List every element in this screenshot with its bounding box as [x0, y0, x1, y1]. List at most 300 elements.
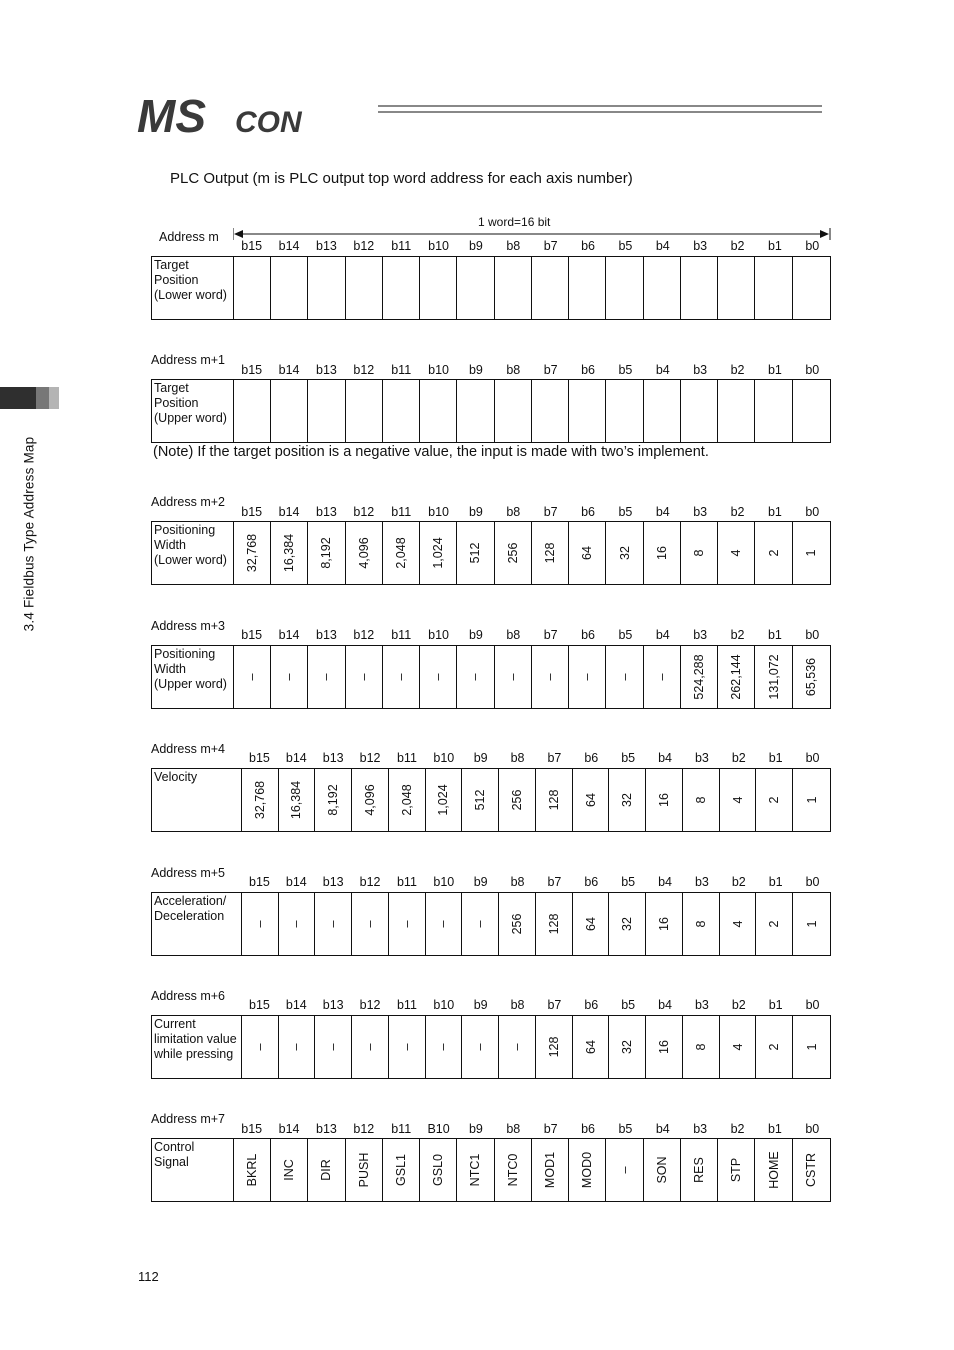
bit-label: b8 — [506, 239, 521, 253]
section-title: PLC Output (m is PLC output top word address for each axis number) — [170, 170, 633, 187]
bit-cell-value: 16 — [654, 546, 669, 560]
address-label: Address m+3 — [151, 619, 225, 633]
bit-cell — [644, 380, 681, 442]
word-label: 1 word=16 bit — [478, 215, 551, 229]
bit-label: b4 — [658, 875, 673, 889]
bit-label: b1 — [767, 239, 782, 253]
bit-cell-value: 64 — [583, 1040, 598, 1054]
bit-label: b4 — [655, 628, 670, 642]
bit-cell-value: – — [509, 1043, 524, 1051]
bit-cell — [271, 257, 308, 319]
register-name-line: Positioning — [154, 647, 216, 661]
bit-cell — [457, 522, 494, 584]
bit-cell — [383, 380, 420, 442]
bit-cell — [462, 893, 499, 955]
register-grid — [151, 768, 831, 832]
bit-cell — [644, 1139, 681, 1201]
bit-cell — [389, 1016, 426, 1078]
bit-cell-value: NTC1 — [468, 1153, 483, 1187]
bit-cell — [609, 1016, 646, 1078]
bit-cell — [536, 1016, 573, 1078]
bit-label: b7 — [547, 875, 562, 889]
bit-cell — [793, 893, 830, 955]
bit-label: b12 — [359, 998, 381, 1012]
bit-label: b15 — [249, 751, 270, 765]
bit-cell-value: 2 — [766, 549, 781, 557]
bit-cell — [242, 893, 279, 955]
bit-label: b4 — [658, 998, 673, 1012]
bit-cell-value: GSL0 — [431, 1154, 446, 1186]
side-tab-bar-light — [49, 387, 59, 409]
bit-label: b2 — [731, 751, 746, 765]
bit-cell-value: – — [252, 1043, 267, 1051]
bit-cell — [352, 1016, 389, 1078]
bit-label: b7 — [543, 239, 558, 253]
bit-cell-value: 4 — [730, 920, 745, 928]
bit-label: b7 — [543, 628, 558, 642]
bit-cell — [315, 1016, 352, 1078]
bit-cell-value: 32 — [617, 546, 632, 560]
bit-label: b5 — [618, 363, 633, 377]
bit-cell — [646, 769, 683, 831]
bit-cell-value: 16 — [657, 917, 672, 931]
bit-cell-value: – — [393, 673, 408, 681]
bit-header-row — [241, 998, 831, 1012]
register-name-line: Deceleration — [154, 909, 225, 923]
bit-cell-value: – — [244, 673, 259, 681]
bit-label: b9 — [468, 363, 483, 377]
bit-cell — [532, 646, 569, 708]
bit-cell — [383, 646, 420, 708]
bit-cell — [756, 769, 793, 831]
bit-cell-value: 8 — [693, 1043, 708, 1051]
bit-cell-value: – — [580, 673, 595, 681]
register-name-line: Signal — [154, 1155, 189, 1169]
bit-cell-value: 64 — [583, 917, 598, 931]
bit-label: b5 — [621, 875, 636, 889]
bit-cell-value: 8 — [693, 920, 708, 928]
bit-cell-value: – — [654, 673, 669, 681]
bit-cell — [718, 257, 755, 319]
bit-cell-value: 2 — [767, 920, 782, 928]
register-grid — [151, 521, 831, 585]
bit-cell-value: MOD0 — [580, 1151, 595, 1189]
logo-ms: MS — [137, 94, 206, 138]
bit-label: b3 — [694, 875, 709, 889]
bit-label: b6 — [581, 363, 596, 377]
bit-cell — [532, 257, 569, 319]
bit-cell-value: DIR — [319, 1159, 334, 1181]
register-name-line: Control — [154, 1140, 195, 1154]
bit-label: b8 — [506, 1122, 521, 1136]
bit-label: b8 — [510, 875, 525, 889]
bit-cell-value: 128 — [543, 542, 558, 564]
bit-cell — [499, 769, 536, 831]
address-label: Address m+5 — [151, 866, 225, 880]
register-name-line: Width — [154, 538, 186, 552]
bit-cell-value: 1,024 — [436, 784, 451, 816]
bit-label: b4 — [655, 505, 670, 519]
bit-cell-value: NTC0 — [505, 1153, 520, 1187]
bit-cell-value: 512 — [468, 542, 483, 564]
bit-label: b2 — [731, 875, 746, 889]
bit-cell — [755, 1139, 792, 1201]
bit-cell-value: STP — [729, 1157, 744, 1183]
bit-label: b8 — [510, 751, 525, 765]
bit-label: b15 — [249, 875, 270, 889]
bit-cell — [569, 257, 606, 319]
bit-label: b11 — [396, 998, 417, 1012]
bit-cell — [532, 522, 569, 584]
register-name-line: Acceleration/ — [154, 894, 227, 908]
bit-label: b2 — [730, 628, 745, 642]
bit-cell-value: 32 — [620, 793, 635, 807]
bit-cell — [457, 646, 494, 708]
bit-cell — [793, 769, 830, 831]
bit-cell — [308, 646, 345, 708]
bit-cell-value: – — [289, 1043, 304, 1051]
bit-label: b4 — [658, 751, 673, 765]
bit-label: b10 — [428, 363, 449, 377]
bit-cell — [755, 257, 792, 319]
register-name — [152, 380, 234, 442]
bit-label: b10 — [428, 505, 449, 519]
bit-cell — [420, 1139, 457, 1201]
bit-label: b3 — [693, 628, 708, 642]
bit-cell-value: 1 — [804, 549, 819, 557]
bit-cell-value: 32 — [620, 917, 635, 931]
bit-cell — [646, 893, 683, 955]
bit-label: b2 — [730, 1122, 745, 1136]
bit-cell — [279, 1016, 316, 1078]
bit-cell-value: 32,768 — [252, 780, 267, 820]
bit-label: b15 — [241, 505, 263, 519]
bit-cell-value: HOME — [766, 1151, 781, 1189]
bit-cell — [569, 380, 606, 442]
register-name — [152, 1016, 242, 1078]
bit-cell — [426, 769, 463, 831]
bit-cell-value: 256 — [505, 542, 520, 564]
bit-cell — [793, 522, 830, 584]
bit-cell — [681, 522, 718, 584]
bit-cell-value: 128 — [546, 913, 561, 935]
bit-cell — [499, 1016, 536, 1078]
bit-label: b13 — [322, 751, 344, 765]
register-grid — [151, 1138, 831, 1202]
bit-label: b11 — [391, 505, 412, 519]
bit-cell-value: – — [543, 673, 558, 681]
bit-label: b0 — [805, 239, 820, 253]
bit-cell-value: 1,024 — [431, 537, 446, 569]
bit-cell-value: – — [362, 1043, 377, 1051]
bit-label: b3 — [694, 998, 709, 1012]
bit-label: b5 — [621, 998, 636, 1012]
bit-cell — [536, 769, 573, 831]
bit-cell-value: 1 — [804, 1043, 819, 1051]
bit-label: b14 — [285, 998, 307, 1012]
bit-label: b6 — [584, 751, 599, 765]
bit-cell-value: RES — [692, 1157, 707, 1183]
bit-cell-value: 4,096 — [356, 537, 371, 569]
bit-header-row — [241, 875, 831, 889]
bit-cell — [681, 380, 718, 442]
bit-cell — [573, 893, 610, 955]
register-grid — [151, 379, 831, 443]
bit-label: b13 — [322, 875, 344, 889]
bit-cell-value: 16 — [657, 1040, 672, 1054]
bit-cell — [532, 380, 569, 442]
bit-cell-value: BKRL — [244, 1153, 259, 1187]
register-name-line: (Upper word) — [154, 411, 227, 425]
bit-cell — [609, 769, 646, 831]
side-tab-bar-dark — [0, 387, 36, 409]
bit-cell — [315, 893, 352, 955]
bit-cell — [271, 522, 308, 584]
bit-cell — [644, 522, 681, 584]
bit-cell-value: – — [362, 920, 377, 928]
bit-cell — [720, 893, 757, 955]
bit-label: b4 — [655, 363, 670, 377]
bit-cell — [242, 1016, 279, 1078]
bit-cell — [234, 646, 271, 708]
bit-cell — [420, 646, 457, 708]
bit-cell — [793, 380, 830, 442]
bit-label: b11 — [391, 1122, 412, 1136]
bit-cell — [308, 522, 345, 584]
bit-cell-value: – — [252, 920, 267, 928]
bit-cell — [646, 1016, 683, 1078]
bit-label: b3 — [693, 1122, 708, 1136]
bit-cell — [420, 380, 457, 442]
bit-label: b6 — [581, 1122, 596, 1136]
bit-cell-value: – — [356, 673, 371, 681]
bit-label: b8 — [506, 505, 521, 519]
bit-cell — [234, 257, 271, 319]
bit-label: b9 — [468, 628, 483, 642]
bit-label: b14 — [278, 363, 300, 377]
bit-label: b13 — [316, 239, 337, 253]
bit-cell-value: 2 — [767, 796, 782, 804]
bit-cell — [426, 893, 463, 955]
bit-cell-value: 64 — [583, 793, 598, 807]
bit-cell — [755, 646, 792, 708]
bit-label: b14 — [285, 751, 307, 765]
bit-label: b9 — [468, 1122, 483, 1136]
bit-label: b8 — [506, 628, 521, 642]
bit-cell — [234, 380, 271, 442]
bit-cell — [793, 1016, 830, 1078]
bit-cell-value: 128 — [546, 1036, 561, 1058]
bit-cell — [279, 769, 316, 831]
bit-label: b1 — [768, 751, 783, 765]
bit-cell — [346, 257, 383, 319]
bit-label: b2 — [730, 363, 745, 377]
bit-cell — [352, 769, 389, 831]
bit-cell — [793, 646, 830, 708]
bit-label: b5 — [618, 505, 633, 519]
bit-cell — [606, 380, 643, 442]
bit-cell — [755, 380, 792, 442]
bit-label: b3 — [693, 239, 708, 253]
bit-label: b3 — [693, 363, 708, 377]
bit-label: b12 — [359, 751, 381, 765]
bit-label: b10 — [428, 239, 449, 253]
bit-cell-value: 4 — [730, 1043, 745, 1051]
bit-cell-value: GSL1 — [393, 1154, 408, 1186]
bit-cell-value: 16 — [657, 793, 672, 807]
bit-cell — [420, 522, 457, 584]
bit-cell — [793, 1139, 830, 1201]
register-name-line: (Lower word) — [154, 553, 227, 567]
bit-label: b12 — [359, 875, 381, 889]
bit-label: b13 — [316, 363, 337, 377]
bit-cell-value: 4,096 — [362, 784, 377, 816]
register-name-line: Position — [154, 273, 199, 287]
bit-cell-value: INC — [282, 1159, 297, 1181]
bit-cell — [315, 769, 352, 831]
bit-cell — [420, 257, 457, 319]
bit-cell — [271, 1139, 308, 1201]
bit-cell — [346, 522, 383, 584]
bit-label: b2 — [731, 998, 746, 1012]
bit-cell — [683, 893, 720, 955]
bit-label: b15 — [249, 998, 270, 1012]
bit-cell — [681, 646, 718, 708]
bit-label: b14 — [278, 1122, 300, 1136]
bit-label: b4 — [655, 239, 670, 253]
register-name-line: limitation value — [154, 1032, 237, 1046]
bit-cell — [383, 257, 420, 319]
bit-cell-value: 262,144 — [729, 654, 744, 700]
bit-label: b12 — [353, 628, 375, 642]
bit-label: b9 — [473, 875, 488, 889]
address-label: Address m+7 — [151, 1112, 225, 1126]
bit-cell-value: – — [431, 673, 446, 681]
bit-cell — [308, 257, 345, 319]
bit-label: b8 — [510, 998, 525, 1012]
register-name-line: (Upper word) — [154, 677, 227, 691]
bit-cell — [279, 893, 316, 955]
register-name-line: Current — [154, 1017, 196, 1031]
bit-cell-value: 256 — [509, 789, 524, 811]
bit-cell — [720, 769, 757, 831]
bit-header-row — [233, 363, 831, 377]
bit-cell — [346, 646, 383, 708]
side-tab-bar-mid — [36, 387, 49, 409]
bit-cell-value: – — [326, 920, 341, 928]
bit-header-row — [233, 505, 831, 519]
bit-label: b9 — [473, 998, 488, 1012]
register-grid — [151, 256, 831, 320]
bit-label: b14 — [278, 505, 300, 519]
bit-cell — [426, 1016, 463, 1078]
bit-cell-value: 4 — [730, 796, 745, 804]
bit-label: b11 — [396, 875, 417, 889]
bit-label: b15 — [241, 239, 263, 253]
bit-cell-value: 8 — [692, 549, 707, 557]
bit-label: b10 — [433, 875, 455, 889]
bit-cell — [234, 522, 271, 584]
bit-cell — [495, 380, 532, 442]
bit-cell — [457, 380, 494, 442]
bit-cell-value: 131,072 — [766, 654, 781, 700]
register-grid — [151, 645, 831, 709]
bit-cell — [681, 257, 718, 319]
bit-cell — [352, 893, 389, 955]
bit-cell — [683, 769, 720, 831]
bit-cell-value: 2 — [767, 1043, 782, 1051]
bit-label: b11 — [391, 628, 412, 642]
bit-cell — [495, 257, 532, 319]
bit-label: b2 — [730, 239, 745, 253]
bit-cell — [606, 1139, 643, 1201]
bit-cell — [644, 257, 681, 319]
bit-label: b1 — [767, 1122, 782, 1136]
bit-cell-value: 8 — [693, 796, 708, 804]
bit-cell — [346, 1139, 383, 1201]
bit-label: b11 — [391, 363, 412, 377]
bit-cell — [495, 1139, 532, 1201]
bit-label: b14 — [278, 628, 300, 642]
address-label: Address m+6 — [151, 989, 225, 1003]
bit-label: b1 — [767, 505, 782, 519]
bit-cell — [718, 646, 755, 708]
bit-label: B10 — [427, 1122, 450, 1136]
bit-cell-value: 1 — [804, 796, 819, 804]
bit-cell-value: – — [505, 673, 520, 681]
bit-label: b7 — [543, 363, 558, 377]
bit-label: b5 — [618, 1122, 633, 1136]
bit-cell — [271, 380, 308, 442]
bit-cell-value: 524,288 — [692, 654, 707, 700]
register-name — [152, 646, 234, 708]
bit-label: b7 — [547, 998, 562, 1012]
register-name-line: Positioning — [154, 523, 216, 537]
bit-cell-value: CSTR — [804, 1152, 819, 1188]
register-name-line: while pressing — [154, 1047, 234, 1061]
bit-cell — [495, 646, 532, 708]
bit-cell-value: 128 — [546, 789, 561, 811]
register-name-line: Width — [154, 662, 186, 676]
bit-cell-value: 64 — [580, 546, 595, 560]
mscon-logo — [137, 94, 369, 138]
bit-cell — [606, 646, 643, 708]
bit-cell — [457, 257, 494, 319]
bit-label: b9 — [468, 505, 483, 519]
bit-cell — [718, 522, 755, 584]
bit-cell-value: PUSH — [356, 1152, 371, 1188]
bit-label: b9 — [468, 239, 483, 253]
bit-label: b10 — [433, 998, 455, 1012]
bit-label: b15 — [241, 363, 263, 377]
bit-cell — [644, 646, 681, 708]
bit-label: b13 — [316, 1122, 337, 1136]
bit-cell-value: – — [617, 1166, 632, 1174]
bit-cell-value: – — [289, 920, 304, 928]
bit-cell-value: – — [473, 1043, 488, 1051]
bit-label: b11 — [396, 751, 417, 765]
bit-cell — [718, 380, 755, 442]
bit-cell — [681, 1139, 718, 1201]
register-name-line: (Lower word) — [154, 288, 227, 302]
bit-cell-value: 512 — [473, 789, 488, 811]
bit-cell — [308, 380, 345, 442]
bit-label: b4 — [655, 1122, 670, 1136]
bit-cell-value: 8,192 — [326, 784, 341, 816]
bit-label: b3 — [693, 505, 708, 519]
bit-cell-value: 32 — [620, 1040, 635, 1054]
bit-cell — [389, 769, 426, 831]
